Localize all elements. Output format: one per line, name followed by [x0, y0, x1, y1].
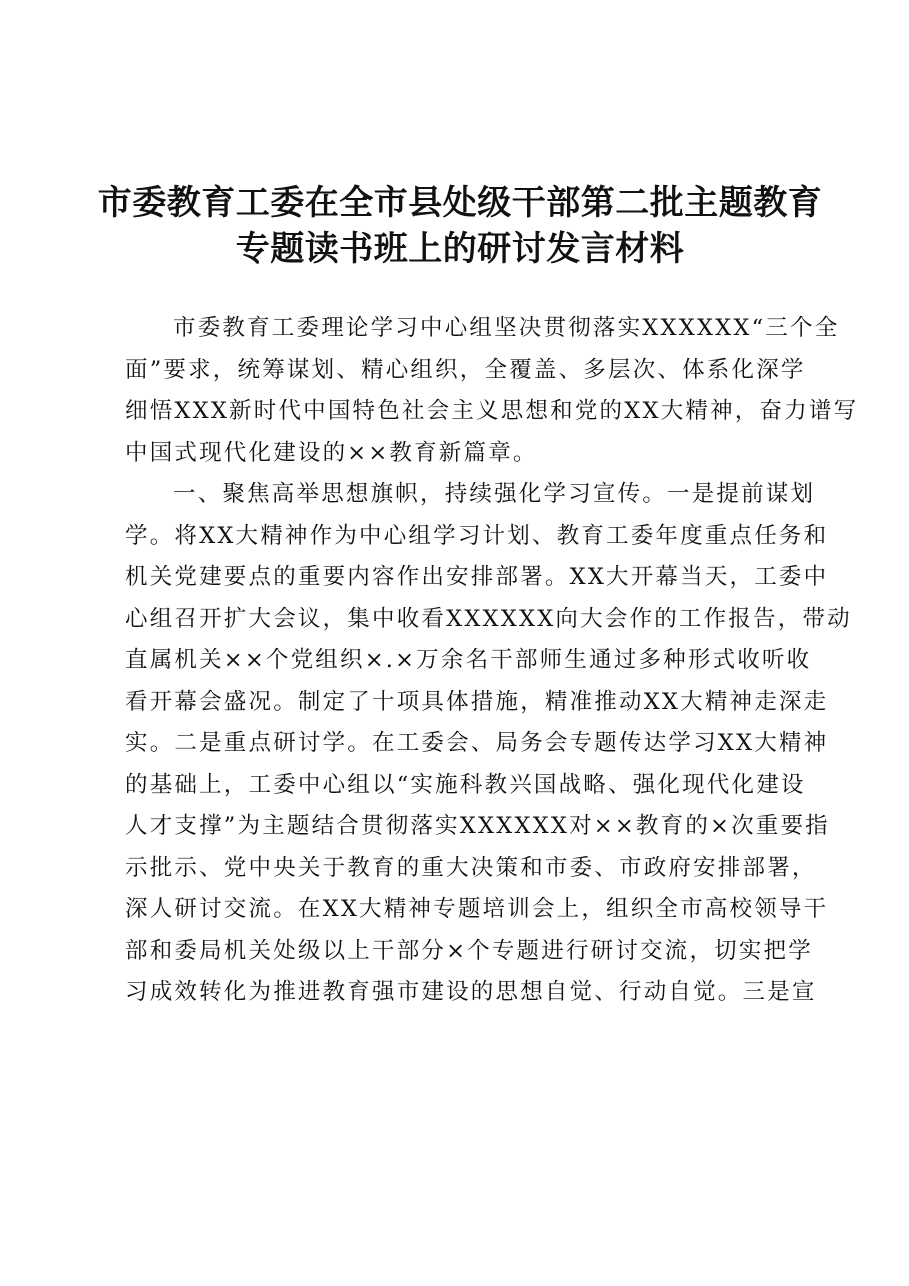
paragraph-line: 习成效转化为推进教育强市建设的思想自觉、行动自觉。三是宣: [125, 979, 817, 1005]
paragraph-1: [125, 308, 859, 474]
document-body: [125, 308, 859, 1014]
paragraph-line: 机关党建要点的重要内容作出安排部署。XX大开幕当天，工委中: [125, 564, 829, 590]
paragraph-line: 深人研讨交流。在XX大精神专题培训会上，组织全市高校领导干: [125, 896, 829, 922]
paragraph-line: 心组召开扩大会议，集中收看XXXXXX向大会作的工作报告，带动: [125, 605, 852, 632]
paragraph-2: [125, 474, 852, 1014]
title-line-2: 专题读书班上的研讨发言材料: [235, 229, 685, 269]
paragraph-line: 细悟XXX新时代中国特色社会主义思想和党的XX大精神，奋力谱写: [125, 398, 859, 424]
paragraph-line: 人才支撑”为主题结合贯彻落实XXXXXX对××教育的×次重要指: [125, 813, 830, 839]
paragraph-line: 一、聚焦高举思想旗帜，持续强化学习宣传。一是提前谋划: [173, 481, 816, 507]
paragraph-line: 直属机关××个党组织×.×万余名干部师生通过多种形式收听收: [125, 647, 812, 673]
paragraph-line: 面”要求，统筹谋划、精心组织，全覆盖、多层次、体系化深学: [125, 356, 806, 383]
paragraph-line: 市委教育工委理论学习中心组坚决贯彻落实XXXXXX“三个全: [173, 315, 840, 341]
title-line-1: 市委教育工委在全市县处级干部第二批主题教育: [97, 183, 823, 223]
paragraph-line: 学。将XX大精神作为中心组学习计划、教育工委年度重点任务和: [125, 522, 829, 549]
paragraph-line: 示批示、党中央关于教育的重大决策和市委、市政府安排部署，: [125, 854, 817, 881]
paragraph-line: 实。二是重点研讨学。在工委会、局务会专题传达学习XX大精神: [125, 730, 829, 756]
document-title: [90, 180, 830, 272]
paragraph-line: 部和委局机关处级以上干部分×个专题进行研讨交流，切实把学: [125, 937, 813, 964]
paragraph-line: 看开幕会盛况。制定了十项具体措施，精准推动XX大精神走深走: [125, 688, 829, 715]
paragraph-line: 中国式现代化建设的××教育新篇章。: [125, 439, 538, 466]
paragraph-line: 的基础上，工委中心组以“实施科教兴国战略、强化现代化建设: [125, 771, 806, 798]
